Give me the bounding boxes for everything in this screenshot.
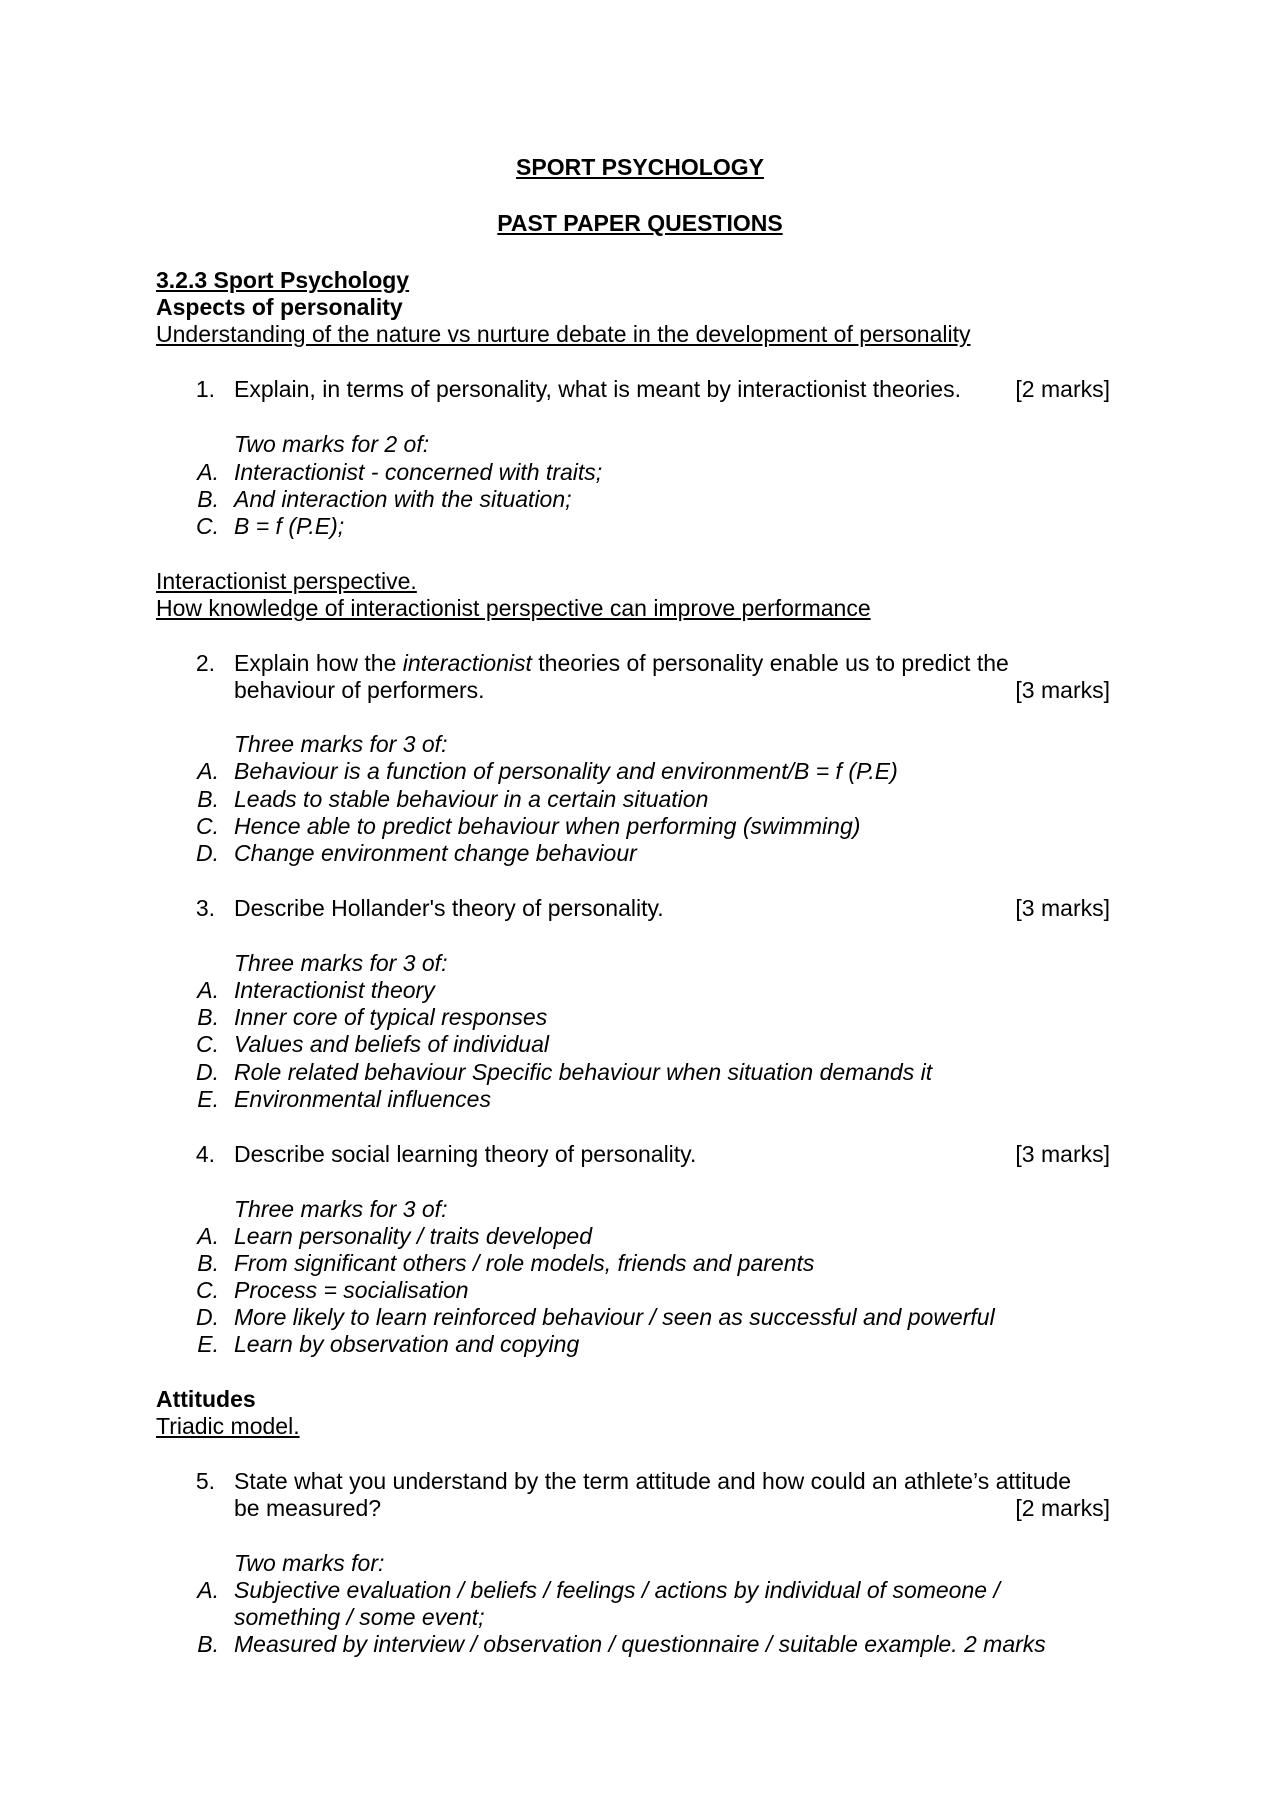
answer-text: Role related behaviour Specific behaviour when situation demands it: [234, 1059, 933, 1085]
question-text: Explain, in terms of personality, what is meant by interactionist theories.: [234, 376, 961, 402]
answer-letter: A.: [197, 459, 219, 485]
page-subtitle: PAST PAPER QUESTIONS: [497, 210, 783, 236]
question-marks: [3 marks]: [1015, 1141, 1110, 1167]
answer-letter: B.: [197, 1004, 219, 1030]
question-marks: [2 marks]: [1015, 376, 1110, 402]
question-marks: [3 marks]: [1015, 677, 1110, 703]
answer-text: Measured by interview / observation / questionnaire / suitable example. 2 marks: [234, 1631, 1046, 1657]
answer-letter: E.: [197, 1331, 219, 1357]
answer-letter: C.: [196, 1031, 219, 1057]
answer-text: Behaviour is a function of personality and environment/B = f (P.E): [234, 758, 898, 784]
question-number: 1.: [195, 376, 215, 402]
question-text: Describe social learning theory of personality.: [234, 1141, 697, 1167]
aspects-heading: Aspects of personality: [156, 294, 403, 320]
answer-text: From significant others / role models, friends and parents: [234, 1250, 815, 1276]
answer-letter: A.: [197, 977, 219, 1003]
question-text: Describe Hollander's theory of personality.: [234, 895, 664, 921]
question-text-continued: behaviour of performers.: [234, 677, 485, 703]
question-marks: [3 marks]: [1015, 895, 1110, 921]
scheme-intro: Two marks for:: [234, 1550, 385, 1576]
question-number: 2.: [195, 650, 215, 676]
answer-letter: D.: [196, 1304, 219, 1330]
aspects-subheading: Understanding of the nature vs nurture debate in the development of personality: [156, 321, 971, 347]
question-number: 3.: [195, 895, 215, 921]
answer-letter: D.: [196, 840, 219, 866]
answer-text: Hence able to predict behaviour when performing (swimming): [234, 813, 861, 839]
answer-text: Environmental influences: [234, 1086, 491, 1112]
scheme-intro: Three marks for 3 of:: [234, 950, 448, 976]
answer-text: Change environment change behaviour: [234, 840, 637, 866]
answer-letter: E.: [197, 1086, 219, 1112]
question-text: Explain how the interactionist theories of personality enable us to predict the: [234, 650, 1009, 676]
answer-text-continued: something / some event;: [234, 1604, 485, 1630]
attitudes-subheading: Triadic model.: [156, 1413, 300, 1439]
answer-text: Subjective evaluation / beliefs / feelings / actions by individual of someone /: [234, 1577, 1000, 1603]
answer-text: Process = socialisation: [234, 1277, 469, 1303]
page-title: SPORT PSYCHOLOGY: [516, 154, 764, 180]
question-text: State what you understand by the term attitude and how could an athlete’s attitude: [234, 1468, 1072, 1494]
interactionist-performance-subheading: How knowledge of interactionist perspective can improve performance: [156, 595, 871, 621]
answer-letter: C.: [196, 813, 219, 839]
section-heading: 3.2.3 Sport Psychology: [156, 267, 410, 293]
question-number: 4.: [195, 1141, 215, 1167]
interactionist-subheading: Interactionist perspective.: [156, 568, 417, 594]
answer-text: More likely to learn reinforced behaviour / seen as successful and powerful: [234, 1304, 995, 1330]
answer-text: And interaction with the situation;: [234, 486, 572, 512]
scheme-intro: Three marks for 3 of:: [234, 731, 448, 757]
answer-text: Learn by observation and copying: [234, 1331, 580, 1357]
answer-text: B = f (P.E);: [234, 513, 345, 539]
question-marks: [2 marks]: [1015, 1495, 1110, 1521]
answer-text: Inner core of typical responses: [234, 1004, 548, 1030]
answer-letter: A.: [197, 758, 219, 784]
scheme-intro: Three marks for 3 of:: [234, 1196, 448, 1222]
answer-letter: B.: [197, 1250, 219, 1276]
answer-letter: C.: [196, 1277, 219, 1303]
scheme-intro: Two marks for 2 of:: [234, 431, 430, 457]
answer-letter: A.: [197, 1223, 219, 1249]
answer-text: Values and beliefs of individual: [234, 1031, 549, 1057]
answer-letter: A.: [197, 1577, 219, 1603]
question-text-continued: be measured?: [234, 1495, 382, 1521]
answer-text: Learn personality / traits developed: [234, 1223, 592, 1249]
attitudes-heading: Attitudes: [156, 1386, 256, 1412]
answer-letter: D.: [196, 1059, 219, 1085]
answer-letter: C.: [196, 513, 219, 539]
answer-letter: B.: [197, 486, 219, 512]
answer-text: Leads to stable behaviour in a certain situation: [234, 786, 709, 812]
question-number: 5.: [195, 1468, 215, 1494]
answer-text: Interactionist - concerned with traits;: [234, 459, 603, 485]
answer-text: Interactionist theory: [234, 977, 435, 1003]
answer-letter: B.: [197, 1631, 219, 1657]
answer-letter: B.: [197, 786, 219, 812]
